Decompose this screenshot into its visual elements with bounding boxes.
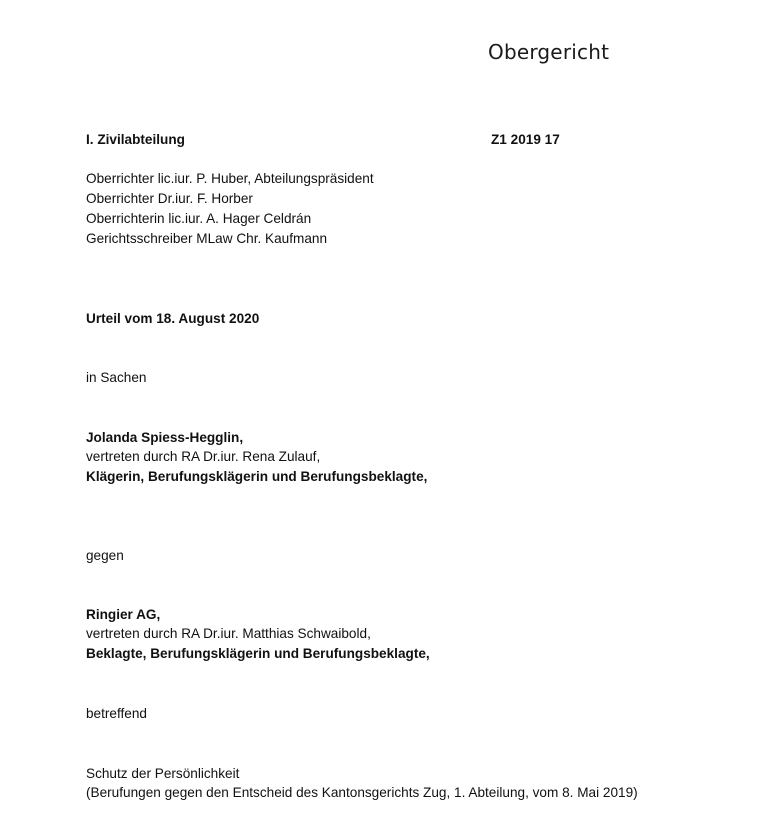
versus-label: gegen — [86, 548, 124, 563]
plaintiff-role: Klägerin, Berufungsklägerin und Berufungsbeklagte, — [86, 469, 428, 484]
clerk-line: Gerichtsschreiber MLaw Chr. Kaufmann — [86, 231, 328, 246]
judge-line: Oberrichterin lic.iur. A. Hager Celdrán — [86, 211, 312, 226]
plaintiff-representation: vertreten durch RA Dr.iur. Rena Zulauf, — [86, 449, 321, 464]
defendant-representation: vertreten durch RA Dr.iur. Matthias Schwaibold, — [86, 626, 371, 641]
subject-detail: (Berufungen gegen den Entscheid des Kantonsgerichts Zug, 1. Abteilung, vom 8. Mai 2019) — [86, 785, 638, 800]
division-label: I. Zivilabteilung — [86, 132, 185, 147]
judge-line: Oberrichter Dr.iur. F. Horber — [86, 191, 253, 206]
concerning-label: betreffend — [86, 706, 147, 721]
defendant-role: Beklagte, Berufungsklägerin und Berufungsbeklagte, — [86, 646, 430, 661]
verdict-title: Urteil vom 18. August 2020 — [86, 311, 260, 326]
court-name: Obergericht — [488, 40, 610, 64]
subject-title: Schutz der Persönlichkeit — [86, 766, 240, 781]
in-matters-label: in Sachen — [86, 370, 147, 385]
defendant-name: Ringier AG, — [86, 607, 161, 622]
case-number: Z1 2019 17 — [491, 132, 560, 147]
judge-line: Oberrichter lic.iur. P. Huber, Abteilungspräsident — [86, 171, 374, 186]
plaintiff-name: Jolanda Spiess-Hegglin, — [86, 430, 244, 445]
